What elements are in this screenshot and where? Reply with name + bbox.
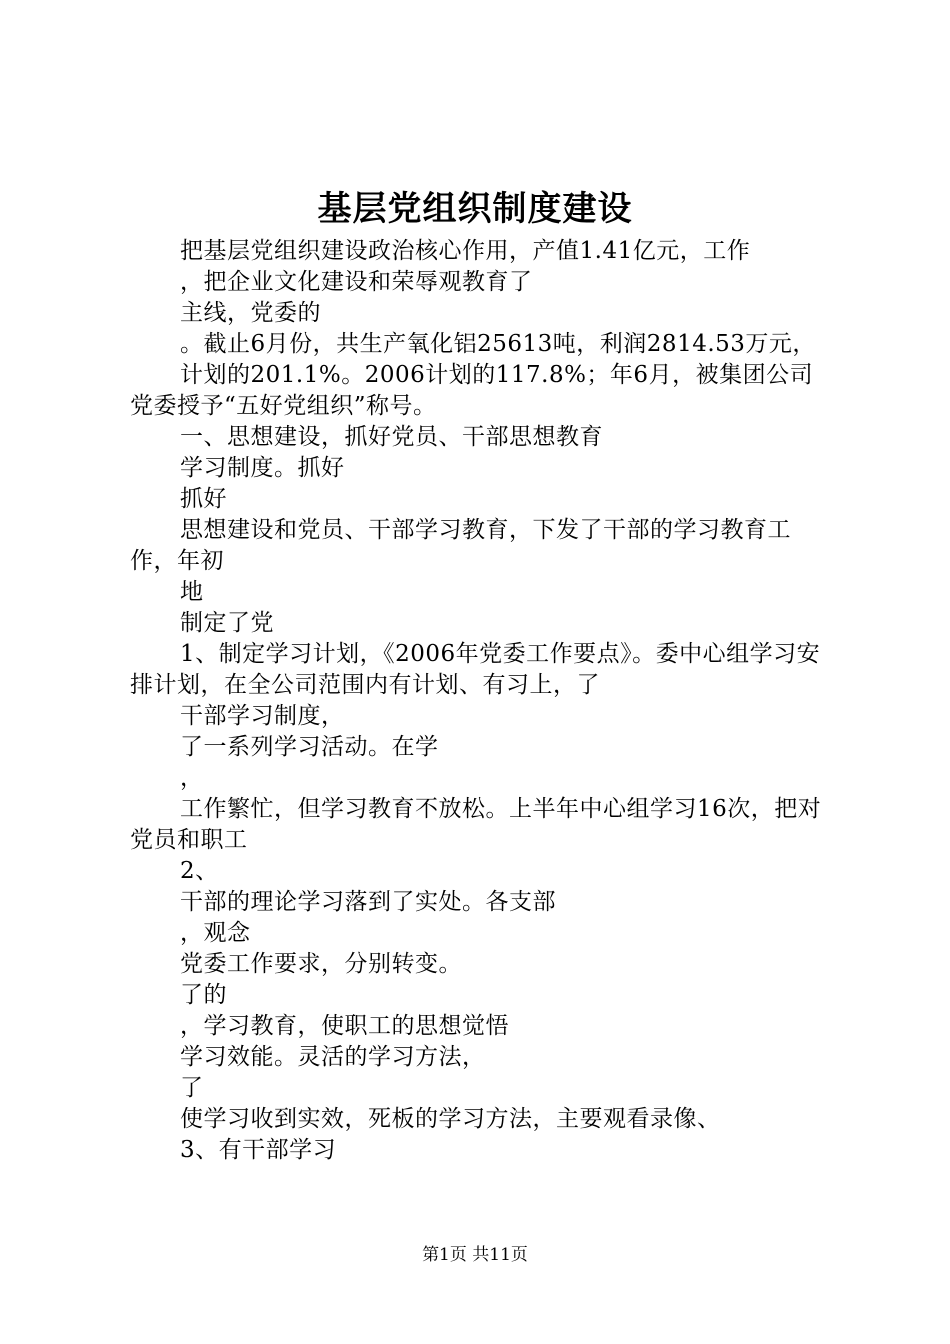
text-line: ，观念: [180, 920, 251, 946]
text-line: 2、: [180, 858, 219, 884]
text-line: ，: [180, 765, 204, 791]
document-body: [130, 236, 835, 1166]
text-line: 学习效能。灵活的学习方法，: [180, 1044, 486, 1070]
text-line: 干部学习制度，: [180, 703, 345, 729]
text-line: 学习制度。抓好: [180, 455, 345, 481]
text-line: 工作繁忙，但学习教育不放松。上半年中心组学习16次，把对党员和职工: [130, 796, 822, 853]
text-line: 3、有干部学习: [180, 1137, 337, 1163]
text-line: ，学习教育，使职工的思想觉悟: [180, 1013, 509, 1039]
section-heading: 一、思想建设，抓好党员、干部思想教育: [180, 424, 603, 450]
text-line: 了的: [180, 982, 227, 1008]
text-line: 抓好: [180, 486, 227, 512]
text-line: 计划的201.1%。2006计划的117.8%；年6月，被集团公司党委授予“五好党组织”称号。: [130, 362, 814, 419]
text-line: 干部的理论学习落到了实处。各支部: [180, 889, 556, 915]
text-line: 主线，党委的: [180, 300, 321, 326]
text-line: 1、制定学习计划，《2006年党委工作要点》。委中心组学习安排计划，在全公司范围内有计划、有习上，了: [130, 641, 821, 698]
text-line: 。截止6月份，共生产氧化铝25613吨，利润2814.53万元，: [180, 331, 816, 357]
text-line: 地: [180, 579, 204, 605]
text-line: 把基层党组织建设政治核心作用，产值1.41亿元，工作: [180, 238, 751, 264]
text-line: ，把企业文化建设和荣辱观教育了: [180, 269, 533, 295]
text-line: 思想建设和党员、干部学习教育，下发了干部的学习教育工作，年初: [130, 517, 791, 574]
text-line: 使学习收到实效，死板的学习方法，主要观看录像、: [180, 1106, 721, 1132]
document-title: 基层党组织制度建设: [317, 189, 633, 229]
text-line: 了: [180, 1075, 204, 1101]
text-line: 党委工作要求，分别转变。: [180, 951, 462, 977]
text-line: 制定了党: [180, 610, 274, 636]
text-line: 了一系列学习活动。在学: [180, 734, 439, 760]
page-footer: 第1页 共11页: [422, 1245, 528, 1265]
